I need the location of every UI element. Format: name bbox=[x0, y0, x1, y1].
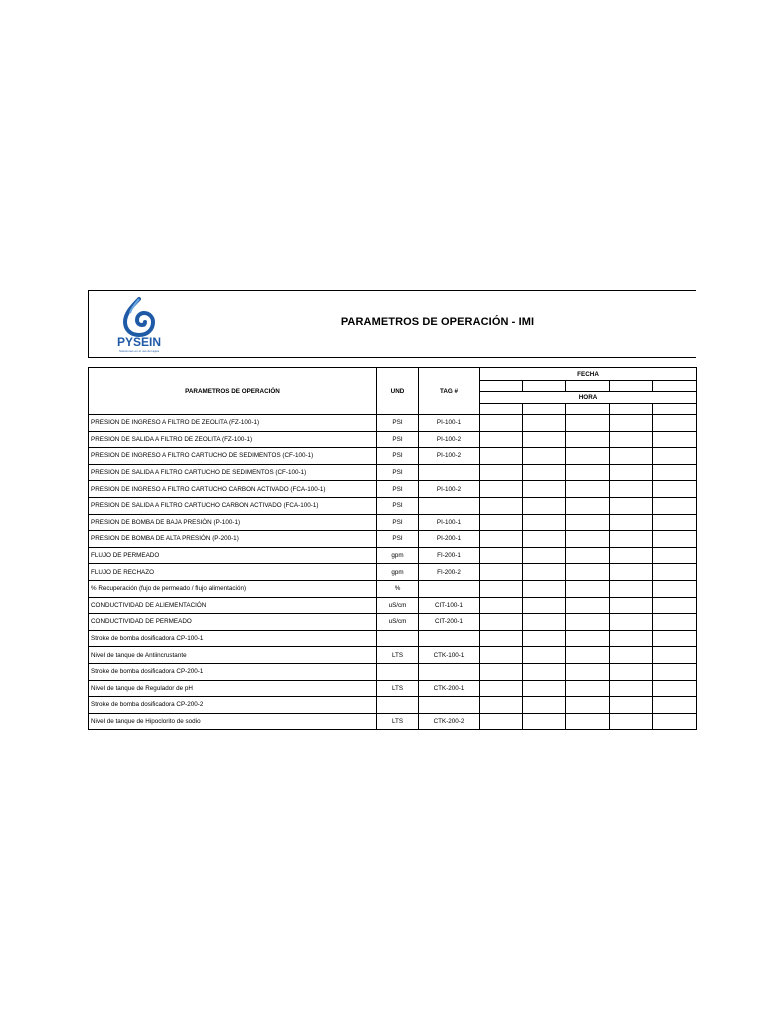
unit-cell: % bbox=[377, 580, 419, 597]
reading-cell[interactable] bbox=[653, 481, 697, 498]
table-row bbox=[89, 514, 697, 531]
parameter-cell: PRESION DE SALIDA A FILTRO CARTUCHO CARBON ACTIVADO (FCA-100-1) bbox=[89, 497, 377, 514]
table-row bbox=[89, 415, 697, 432]
reading-cell[interactable] bbox=[653, 614, 697, 631]
logo-tagline: Soluciones en el uso del agua bbox=[118, 349, 160, 353]
fecha-cell[interactable] bbox=[653, 381, 697, 392]
reading-cell[interactable] bbox=[610, 514, 653, 531]
unit-cell bbox=[377, 697, 419, 714]
reading-cell[interactable] bbox=[480, 663, 523, 680]
unit-cell: PSI bbox=[377, 497, 419, 514]
reading-cell[interactable] bbox=[523, 647, 566, 664]
unit-cell: PSI bbox=[377, 514, 419, 531]
parameters-table bbox=[88, 367, 697, 730]
tag-cell: PI-100-2 bbox=[419, 431, 480, 448]
tag-cell: CTK-200-1 bbox=[419, 680, 480, 697]
reading-cell[interactable] bbox=[653, 547, 697, 564]
reading-cell[interactable] bbox=[480, 597, 523, 614]
parameter-cell: PRESION DE BOMBA DE ALTA PRESIÓN (P-200-1) bbox=[89, 531, 377, 548]
reading-cell[interactable] bbox=[610, 415, 653, 432]
parameter-cell: PRESION DE INGRESO A FILTRO CARTUCHO DE SEDIMENTOS (CF-100-1) bbox=[89, 448, 377, 465]
table-row bbox=[89, 547, 697, 564]
table-row bbox=[89, 464, 697, 481]
reading-cell[interactable] bbox=[523, 713, 566, 730]
reading-cell[interactable] bbox=[523, 431, 566, 448]
reading-cell[interactable] bbox=[610, 614, 653, 631]
tag-cell: FI-200-2 bbox=[419, 564, 480, 581]
table-row bbox=[89, 564, 697, 581]
col-header-tag: TAG # bbox=[419, 368, 480, 415]
reading-cell[interactable] bbox=[523, 597, 566, 614]
reading-cell[interactable] bbox=[610, 713, 653, 730]
reading-cell[interactable] bbox=[480, 431, 523, 448]
reading-cell[interactable] bbox=[480, 531, 523, 548]
tag-cell: PI-100-1 bbox=[419, 514, 480, 531]
reading-cell[interactable] bbox=[610, 580, 653, 597]
parameter-cell: PRESION DE INGRESO A FILTRO CARTUCHO CARBON ACTIVADO (FCA-100-1) bbox=[89, 481, 377, 498]
unit-cell: uS/cm bbox=[377, 614, 419, 631]
reading-cell[interactable] bbox=[480, 647, 523, 664]
parameter-cell: CONDUCTIVIDAD DE PERMEADO bbox=[89, 614, 377, 631]
reading-cell[interactable] bbox=[653, 680, 697, 697]
parameter-cell: Stroke de bomba dosificadora CP-200-2 bbox=[89, 697, 377, 714]
unit-cell: PSI bbox=[377, 431, 419, 448]
tag-cell bbox=[419, 697, 480, 714]
reading-cell[interactable] bbox=[480, 713, 523, 730]
tag-cell bbox=[419, 497, 480, 514]
tag-cell: PI-100-1 bbox=[419, 415, 480, 432]
tag-cell: CTK-200-2 bbox=[419, 713, 480, 730]
tag-cell bbox=[419, 663, 480, 680]
reading-cell[interactable] bbox=[566, 514, 610, 531]
reading-cell[interactable] bbox=[480, 564, 523, 581]
reading-cell[interactable] bbox=[566, 547, 610, 564]
reading-cell[interactable] bbox=[653, 580, 697, 597]
reading-cell[interactable] bbox=[523, 415, 566, 432]
table-row bbox=[89, 697, 697, 714]
parameter-cell: Stroke de bomba dosificadora CP-200-1 bbox=[89, 663, 377, 680]
tag-cell: CIT-200-1 bbox=[419, 614, 480, 631]
reading-cell[interactable] bbox=[480, 547, 523, 564]
tag-cell: CTK-100-1 bbox=[419, 647, 480, 664]
reading-cell[interactable] bbox=[523, 663, 566, 680]
reading-cell[interactable] bbox=[566, 415, 610, 432]
table-row bbox=[89, 713, 697, 730]
hora-cell[interactable] bbox=[610, 404, 653, 415]
reading-cell[interactable] bbox=[566, 531, 610, 548]
fecha-cell[interactable] bbox=[610, 381, 653, 392]
unit-cell: LTS bbox=[377, 680, 419, 697]
reading-cell[interactable] bbox=[653, 647, 697, 664]
parameter-cell: PRESION DE BOMBA DE BAJA PRESIÓN (P-100-1) bbox=[89, 514, 377, 531]
reading-cell[interactable] bbox=[610, 680, 653, 697]
reading-cell[interactable] bbox=[566, 464, 610, 481]
reading-cell[interactable] bbox=[653, 630, 697, 647]
reading-cell[interactable] bbox=[480, 630, 523, 647]
parameter-cell: PRESION DE INGRESO A FILTRO DE ZEOLITA (FZ-100-1) bbox=[89, 415, 377, 432]
reading-cell[interactable] bbox=[653, 564, 697, 581]
fecha-cell[interactable] bbox=[523, 381, 566, 392]
reading-cell[interactable] bbox=[566, 647, 610, 664]
table-row bbox=[89, 481, 697, 498]
reading-cell[interactable] bbox=[610, 531, 653, 548]
reading-cell[interactable] bbox=[480, 448, 523, 465]
unit-cell: LTS bbox=[377, 647, 419, 664]
reading-cell[interactable] bbox=[653, 464, 697, 481]
unit-cell: PSI bbox=[377, 481, 419, 498]
reading-cell[interactable] bbox=[523, 448, 566, 465]
reading-cell[interactable] bbox=[653, 597, 697, 614]
reading-cell[interactable] bbox=[566, 663, 610, 680]
logo-wordmark: PYSEIN bbox=[116, 335, 162, 349]
reading-cell[interactable] bbox=[523, 481, 566, 498]
reading-cell[interactable] bbox=[653, 713, 697, 730]
reading-cell[interactable] bbox=[566, 713, 610, 730]
table-row bbox=[89, 448, 697, 465]
table-row bbox=[89, 680, 697, 697]
reading-cell[interactable] bbox=[523, 531, 566, 548]
reading-cell[interactable] bbox=[653, 497, 697, 514]
reading-cell[interactable] bbox=[610, 497, 653, 514]
hora-cell[interactable] bbox=[653, 404, 697, 415]
fecha-cell[interactable] bbox=[480, 381, 523, 392]
parameter-cell: Nivel de tanque de Regulador de pH bbox=[89, 680, 377, 697]
reading-cell[interactable] bbox=[480, 680, 523, 697]
reading-cell[interactable] bbox=[523, 464, 566, 481]
parameter-cell: Nivel de tanque de Hipoclorito de sodio bbox=[89, 713, 377, 730]
document-title: PARAMETROS DE OPERACIÓN - IMI bbox=[340, 316, 535, 328]
reading-cell[interactable] bbox=[480, 697, 523, 714]
table-row bbox=[89, 597, 697, 614]
col-header-parameter: PARAMETROS DE OPERACIÓN bbox=[89, 368, 377, 415]
tag-cell: PI-200-1 bbox=[419, 531, 480, 548]
reading-cell[interactable] bbox=[610, 647, 653, 664]
reading-cell[interactable] bbox=[610, 464, 653, 481]
table-row bbox=[89, 580, 697, 597]
sheet-header bbox=[88, 290, 696, 358]
reading-cell[interactable] bbox=[653, 514, 697, 531]
col-header-hora: HORA bbox=[480, 392, 697, 404]
reading-cell[interactable] bbox=[480, 415, 523, 432]
unit-cell: gpm bbox=[377, 547, 419, 564]
reading-cell[interactable] bbox=[480, 614, 523, 631]
pysein-logo bbox=[107, 295, 171, 353]
reading-cell[interactable] bbox=[523, 697, 566, 714]
unit-cell: PSI bbox=[377, 415, 419, 432]
col-header-unit: UND bbox=[377, 368, 419, 415]
unit-cell: uS/cm bbox=[377, 597, 419, 614]
tag-cell: FI-200-1 bbox=[419, 547, 480, 564]
reading-cell[interactable] bbox=[566, 597, 610, 614]
table-row bbox=[89, 497, 697, 514]
reading-cell[interactable] bbox=[610, 597, 653, 614]
parameter-cell: PRESION DE SALIDA A FILTRO CARTUCHO DE SEDIMENTOS (CF-100-1) bbox=[89, 464, 377, 481]
reading-cell[interactable] bbox=[523, 547, 566, 564]
parameter-cell: FLUJO DE RECHAZO bbox=[89, 564, 377, 581]
reading-cell[interactable] bbox=[480, 464, 523, 481]
reading-cell[interactable] bbox=[523, 497, 566, 514]
reading-cell[interactable] bbox=[566, 580, 610, 597]
unit-cell: gpm bbox=[377, 564, 419, 581]
reading-cell[interactable] bbox=[653, 431, 697, 448]
unit-cell: LTS bbox=[377, 713, 419, 730]
reading-cell[interactable] bbox=[610, 448, 653, 465]
reading-cell[interactable] bbox=[610, 547, 653, 564]
parameter-cell: Stroke de bomba dosificadora CP-100-1 bbox=[89, 630, 377, 647]
table-row bbox=[89, 431, 697, 448]
reading-cell[interactable] bbox=[523, 514, 566, 531]
table-row bbox=[89, 647, 697, 664]
parameter-cell: CONDUCTIVIDAD DE ALIEMENTACIÓN bbox=[89, 597, 377, 614]
hora-cell[interactable] bbox=[480, 404, 523, 415]
reading-cell[interactable] bbox=[653, 531, 697, 548]
col-header-fecha: FECHA bbox=[480, 368, 697, 381]
unit-cell: PSI bbox=[377, 448, 419, 465]
reading-cell[interactable] bbox=[610, 663, 653, 680]
parameter-cell: Nivel de tanque de Antiincrustante bbox=[89, 647, 377, 664]
hora-cell[interactable] bbox=[566, 404, 610, 415]
reading-cell[interactable] bbox=[523, 564, 566, 581]
table-row bbox=[89, 630, 697, 647]
reading-cell[interactable] bbox=[566, 497, 610, 514]
reading-cell[interactable] bbox=[523, 680, 566, 697]
reading-cell[interactable] bbox=[566, 680, 610, 697]
unit-cell bbox=[377, 663, 419, 680]
fecha-cell[interactable] bbox=[566, 381, 610, 392]
tag-cell bbox=[419, 630, 480, 647]
reading-cell[interactable] bbox=[480, 497, 523, 514]
table-row bbox=[89, 531, 697, 548]
reading-cell[interactable] bbox=[653, 448, 697, 465]
reading-cell[interactable] bbox=[523, 630, 566, 647]
tag-cell bbox=[419, 580, 480, 597]
parameter-cell: FLUJO DE PERMEADO bbox=[89, 547, 377, 564]
reading-cell[interactable] bbox=[566, 614, 610, 631]
reading-cell[interactable] bbox=[523, 580, 566, 597]
reading-cell[interactable] bbox=[480, 481, 523, 498]
reading-cell[interactable] bbox=[566, 697, 610, 714]
unit-cell bbox=[377, 630, 419, 647]
tag-cell: PI-100-2 bbox=[419, 481, 480, 498]
unit-cell: PSI bbox=[377, 464, 419, 481]
water-drop-icon bbox=[107, 295, 171, 353]
unit-cell: PSI bbox=[377, 531, 419, 548]
parameter-cell: PRESION DE SALIDA A FILTRO DE ZEOLITA (FZ-100-1) bbox=[89, 431, 377, 448]
reading-cell[interactable] bbox=[566, 431, 610, 448]
reading-cell[interactable] bbox=[610, 564, 653, 581]
table-row bbox=[89, 614, 697, 631]
reading-cell[interactable] bbox=[610, 481, 653, 498]
reading-cell[interactable] bbox=[653, 663, 697, 680]
tag-cell: PI-100-2 bbox=[419, 448, 480, 465]
reading-cell[interactable] bbox=[566, 448, 610, 465]
hora-cell[interactable] bbox=[523, 404, 566, 415]
reading-cell[interactable] bbox=[610, 697, 653, 714]
reading-cell[interactable] bbox=[566, 630, 610, 647]
reading-cell[interactable] bbox=[566, 564, 610, 581]
parameter-cell: % Recuperación (fujo de permeado / flujo alimentación) bbox=[89, 580, 377, 597]
reading-cell[interactable] bbox=[653, 697, 697, 714]
reading-cell[interactable] bbox=[480, 580, 523, 597]
tag-cell: CIT-100-1 bbox=[419, 597, 480, 614]
tag-cell bbox=[419, 464, 480, 481]
reading-cell[interactable] bbox=[480, 514, 523, 531]
reading-cell[interactable] bbox=[523, 614, 566, 631]
reading-cell[interactable] bbox=[610, 630, 653, 647]
reading-cell[interactable] bbox=[610, 431, 653, 448]
reading-cell[interactable] bbox=[566, 481, 610, 498]
table-row bbox=[89, 663, 697, 680]
reading-cell[interactable] bbox=[653, 415, 697, 432]
